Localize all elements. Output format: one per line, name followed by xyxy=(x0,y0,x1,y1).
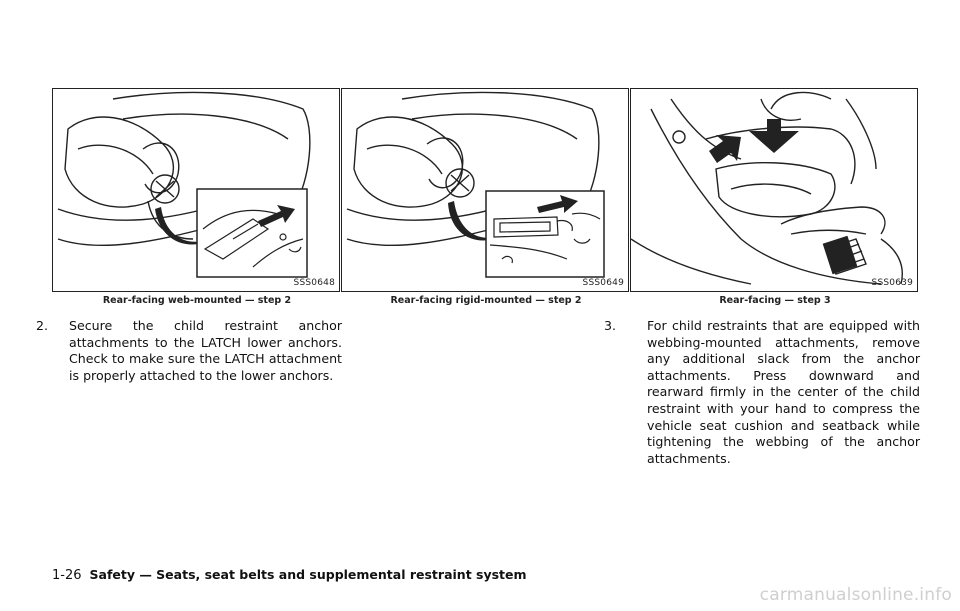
figure-code: SSS0648 xyxy=(293,278,335,288)
illustration-web-mounted xyxy=(53,89,339,291)
figure-caption: Rear-facing rigid-mounted — step 2 xyxy=(390,295,582,306)
figure-code: SSS0639 xyxy=(871,278,913,288)
page-footer xyxy=(52,567,527,583)
step-3 xyxy=(604,318,920,467)
step-number: 2. xyxy=(36,318,49,333)
illustration-press-down xyxy=(631,89,917,291)
page-number: 1-26 xyxy=(52,568,82,583)
watermark: carmanualsonline.info xyxy=(759,585,952,605)
step-text: Secure the child restraint anchor attachments to the LATCH lower anchors. Check to make sure the LATCH attachment is properly attached to the lower anchors. xyxy=(69,318,342,383)
illustration-rigid-mounted xyxy=(342,89,628,291)
step-text: For child restraints that are equipped with webbing-mounted attachments, remove any additional slack from the anchor attachments. Press downward and rearward firmly in the center of the child restraint with your hand to compress the vehicle seat cushion and seatback while tightening the webbing of the anchor attachments. xyxy=(647,318,920,466)
figure-caption: Rear-facing — step 3 xyxy=(719,295,831,306)
section-title: Safety — Seats, seat belts and supplemental restraint system xyxy=(89,567,527,582)
column-2 xyxy=(341,88,631,306)
figure-code: SSS0649 xyxy=(582,278,624,288)
column-3 xyxy=(604,88,920,467)
figure-rear-facing-step-3 xyxy=(630,88,918,292)
figure-web-mounted xyxy=(52,88,340,292)
step-2 xyxy=(36,318,342,384)
figure-rigid-mounted xyxy=(341,88,629,292)
figure-caption: Rear-facing web-mounted — step 2 xyxy=(102,295,292,306)
step-number: 3. xyxy=(604,318,617,333)
column-1 xyxy=(36,88,342,384)
